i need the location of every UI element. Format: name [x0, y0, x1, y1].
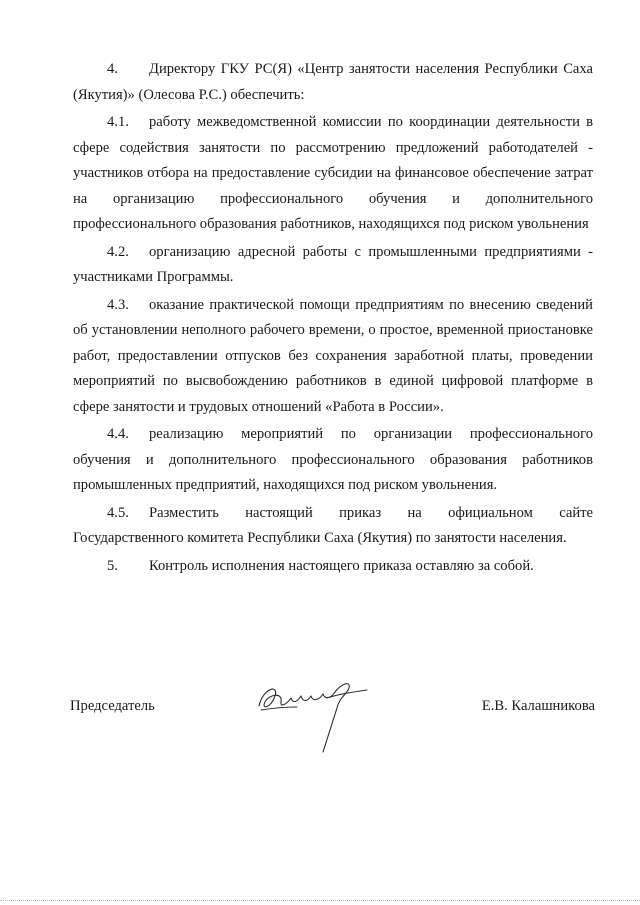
item-text: Директору ГКУ РС(Я) «Центр занятости населения Республики Саха (Якутия)» (Олесова Р.С.) обеспечить:	[73, 61, 593, 103]
item-text: оказание практической помощи предприятиям по внесению сведений об установлении неполного рабочего времени, о простое, временной приостановке работ, предоставлении отпусков без сохранения заработной платы, проведении мероприятий по высвобождению работников в единой цифровой платформе в сфере занятости и трудовых отношений «Работа в России».	[73, 296, 593, 415]
item-number: 5.	[107, 557, 118, 574]
item-5	[73, 554, 593, 580]
item-text: организацию адресной работы с промышленными предприятиями - участниками Программы.	[73, 243, 593, 285]
item-text: работу межведомственной комиссии по координации деятельности в сфере содействия занятости по рассмотрению предложений работодателей - участников отбора на предоставление субсидии на финансовое обеспечение затрат на организацию профессионального обучения и дополнительного профессионального образования работников, находящихся под риском увольнения	[73, 114, 593, 232]
item-number: 4.2.	[107, 243, 129, 260]
item-number: 4.	[107, 61, 118, 77]
item-4-3	[73, 293, 593, 421]
handwritten-signature-icon	[253, 674, 373, 764]
item-number: 4.5.	[107, 504, 129, 521]
item-4	[73, 57, 593, 108]
signatory-position: Председатель	[70, 698, 155, 714]
item-number: 4.4.	[107, 426, 129, 442]
item-4-4	[73, 422, 593, 499]
order-body	[73, 57, 593, 579]
item-text: реализацию мероприятий по организации профессионального обучения и дополнительного профессионального образования работников промышленных предприятий, находящихся под риском увольнения.	[73, 426, 593, 493]
item-4-1	[73, 110, 593, 238]
item-number: 4.3.	[107, 296, 129, 313]
item-4-5	[73, 501, 593, 552]
item-text: Контроль исполнения настоящего приказа оставляю за собой.	[149, 557, 534, 574]
page-bottom-edge	[0, 900, 640, 901]
item-text: Разместить настоящий приказ на официальном сайте Государственного комитета Республики Саха (Якутия) по занятости населения.	[73, 504, 593, 546]
signature-block	[70, 696, 595, 766]
item-number: 4.1.	[107, 114, 129, 130]
item-4-2	[73, 240, 593, 291]
signatory-name: Е.В. Калашникова	[481, 698, 595, 714]
